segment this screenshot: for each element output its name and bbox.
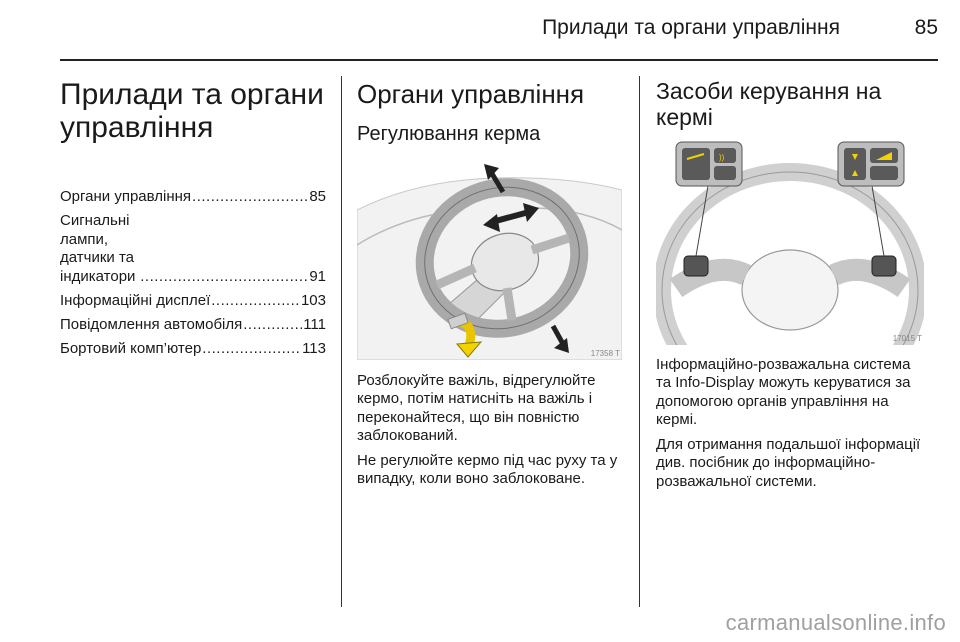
subsection-heading: Регулювання керма — [357, 123, 541, 145]
toc-item-page: 103 — [300, 291, 326, 309]
running-header-title: Прилади та органи управління — [542, 16, 840, 39]
watermark: carmanualsonline.info — [725, 610, 946, 635]
steering-wheel-illustration — [357, 150, 622, 360]
toc-item-page: 111 — [303, 315, 326, 333]
right-body — [656, 356, 926, 498]
left-column — [60, 78, 326, 364]
toc-item-page: 91 — [309, 267, 326, 285]
column-divider-left — [341, 76, 342, 607]
body-paragraph: Інформаційно-розважальна система та Info-Display можуть керуватися за допомогою органів управління на кермі. — [656, 356, 911, 428]
body-paragraph: Розблокуйте важіль, відрегулюйте кермо, потім натисніть на важіль і переконайтеся, що він повністю заблокований. — [357, 372, 596, 444]
svg-text:)): )) — [719, 153, 725, 162]
column-divider-right — [639, 76, 640, 607]
toc-item[interactable] — [60, 316, 326, 335]
middle-column — [357, 78, 629, 146]
toc-item-title: Органи управління — [60, 188, 192, 205]
figure-code: 17358 T — [590, 349, 620, 358]
figure-code: 17015 T — [892, 334, 922, 343]
toc-item[interactable] — [60, 188, 326, 207]
section-heading: Органи управління — [357, 79, 585, 109]
steering-adjust-figure — [357, 150, 622, 360]
right-column — [656, 78, 926, 130]
middle-body — [357, 372, 629, 496]
toc-item[interactable] — [60, 340, 326, 359]
chapter-heading: Прилади та органи управління — [60, 78, 324, 144]
header-rule — [60, 59, 938, 61]
toc-item[interactable] — [60, 292, 326, 311]
toc-item-title: Повідомлення автомобіля — [60, 315, 243, 333]
page-number: 85 — [914, 16, 938, 39]
toc-item[interactable] — [60, 212, 326, 286]
steering-controls-figure — [656, 140, 924, 345]
body-paragraph: Не регулюйте кермо під час руху та у випадку, коли воно заблоковане. — [357, 452, 618, 488]
toc-item-title: Сигнальні лампи, датчики та індикатори — [60, 212, 136, 285]
toc-item-page: 85 — [309, 188, 326, 205]
section-heading: Засоби керування на кермі — [656, 78, 882, 130]
steering-controls-illustration — [656, 140, 924, 345]
toc-item-title: Інформаційні дисплеї — [60, 291, 211, 309]
toc-item-page: 113 — [302, 339, 326, 357]
body-paragraph: Для отримання подальшої інформації див. посібник до інформаційно-розважальної системи. — [656, 436, 921, 490]
table-of-contents — [60, 188, 326, 358]
toc-item-title: Бортовий комп’ютер — [60, 339, 202, 357]
